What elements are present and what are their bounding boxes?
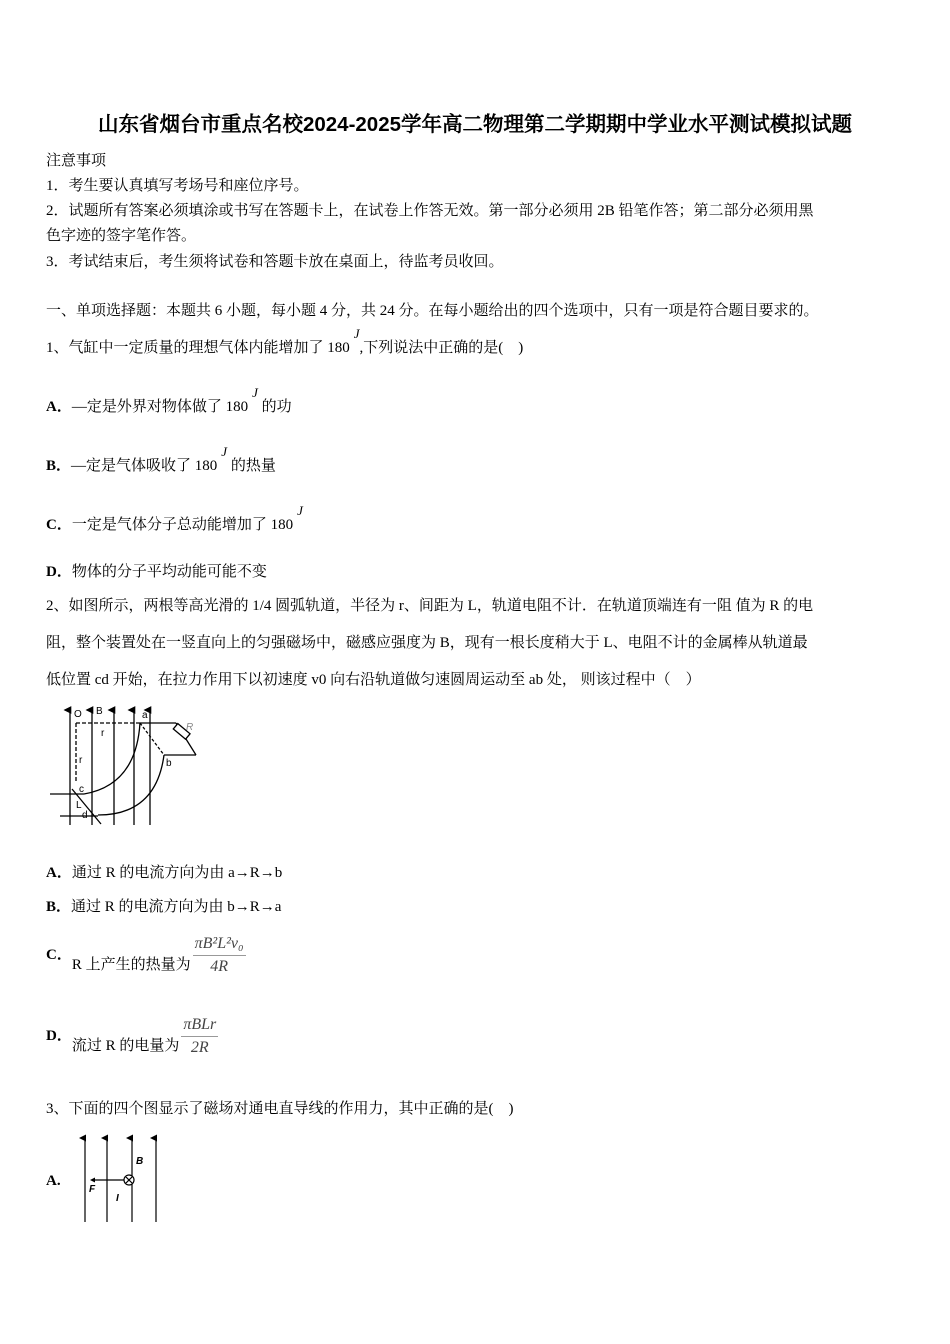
label-d: d xyxy=(82,810,88,821)
notice-item: 色字迹的签字笔作答。 xyxy=(46,228,197,244)
notice-heading: 注意事项 xyxy=(46,153,107,169)
option-text: 通过 R 的电流方向为由 a→R→b xyxy=(71,865,283,881)
unit: J xyxy=(252,385,258,400)
question-2-stem: 低位置 cd 开始，在拉力作用下以初速度 v0 向右沿轨道做匀速圆周运动至 ab 处， 则该过程中（ ） xyxy=(46,672,701,688)
question-2-stem: 阻，整个装置处在一竖直向上的匀强磁场中，磁感应强度为 B，现有一根长度稍大于 L、电阻不计的金属棒从轨道最 xyxy=(46,635,808,651)
option-label: A． xyxy=(46,399,72,415)
label-o: O xyxy=(74,709,82,720)
notice-item: 2．试题所有答案必须填涂或书写在答题卡上，在试卷上作答无效。第一部分必须用 2B 铅笔作答；第二部分必须用黑 xyxy=(46,203,814,219)
numerator: πB²L²v₀ xyxy=(193,935,246,956)
option-text: 物体的分子平均动能可能不变 xyxy=(71,564,267,580)
option-label: B． xyxy=(46,899,72,915)
option-text: —定是外界对物体做了 180 xyxy=(71,399,249,415)
stem-text: 1、气缸中一定质量的理想气体内能增加了 180 xyxy=(46,340,350,356)
q3-figure-a xyxy=(76,1134,168,1224)
q1-option-c xyxy=(46,503,303,535)
option-text: R 上产生的热量为 xyxy=(71,956,191,973)
question-2-stem: 2、如图所示，两根等高光滑的 1/4 圆弧轨道，半径为 r、间距为 L，轨道电阻不计．在轨道顶端连有一阻 值为 R 的电 xyxy=(46,598,814,614)
label-b-point: b xyxy=(166,758,172,769)
unit: J xyxy=(353,326,360,341)
label-f-force: F xyxy=(89,1184,96,1195)
option-label: D． xyxy=(46,1027,72,1044)
label-a: a xyxy=(142,710,148,721)
option-text: 的热量 xyxy=(230,458,276,474)
label-r: r xyxy=(101,728,105,739)
notice-item: 1．考生要认真填写考场号和座位序号。 xyxy=(46,178,309,194)
q1-option-d xyxy=(46,562,267,582)
q2-option-a xyxy=(46,863,282,883)
option-label: D． xyxy=(46,564,72,580)
option-label: B． xyxy=(46,458,72,474)
q1-option-b xyxy=(46,444,276,476)
q2-option-b xyxy=(46,897,281,917)
section-heading: 一、单项选择题：本题共 6 小题，每小题 4 分，共 24 分。在每小题给出的四个选项中，只有一项是符合题目要求的。 xyxy=(46,303,819,319)
q1-option-a xyxy=(46,385,292,417)
option-text: 通过 R 的电流方向为由 b→R→a xyxy=(71,899,282,915)
option-text: 一定是气体分子总动能增加了 180 xyxy=(71,517,294,533)
option-text: —定是气体吸收了 180 xyxy=(71,458,218,474)
formula-heat xyxy=(193,935,246,976)
option-label: A． xyxy=(46,865,72,881)
question-1-stem xyxy=(46,326,524,358)
unit: J xyxy=(221,444,228,459)
option-label: C． xyxy=(46,517,72,533)
denominator: 4R xyxy=(210,958,228,975)
option-text: 流过 R 的电量为 xyxy=(71,1037,180,1054)
q2-option-c xyxy=(46,935,246,976)
label-c: c xyxy=(79,784,84,795)
denominator: 2R xyxy=(190,1039,209,1056)
label-b-field: B xyxy=(136,1156,144,1167)
rail-circuit-figure xyxy=(46,700,206,828)
formula-charge xyxy=(181,1016,218,1057)
question-3-stem: 3、下面的四个图显示了磁场对通电直导线的作用力，其中正确的是( ) xyxy=(46,1101,514,1117)
unit: J xyxy=(297,503,303,518)
q2-option-d xyxy=(46,1016,218,1057)
option-label: C． xyxy=(46,946,72,963)
option-text: 的功 xyxy=(261,399,292,415)
label-i-current: I xyxy=(116,1193,119,1204)
label-resistor: R xyxy=(186,722,194,733)
page-title: 山东省烟台市重点名校2024-2025学年高二物理第二学期期中学业水平测试模拟试题 xyxy=(97,113,853,136)
label-r: r xyxy=(79,755,83,766)
q3-option-a-label: A. xyxy=(46,1173,61,1189)
label-b: B xyxy=(96,706,103,717)
stem-text: ,下列说法中正确的是( ) xyxy=(359,340,524,356)
notice-item: 3．考试结束后，考生须将试卷和答题卡放在桌面上，待监考员收回。 xyxy=(46,254,504,270)
label-l: L xyxy=(76,800,82,811)
numerator: πBLr xyxy=(181,1016,218,1037)
